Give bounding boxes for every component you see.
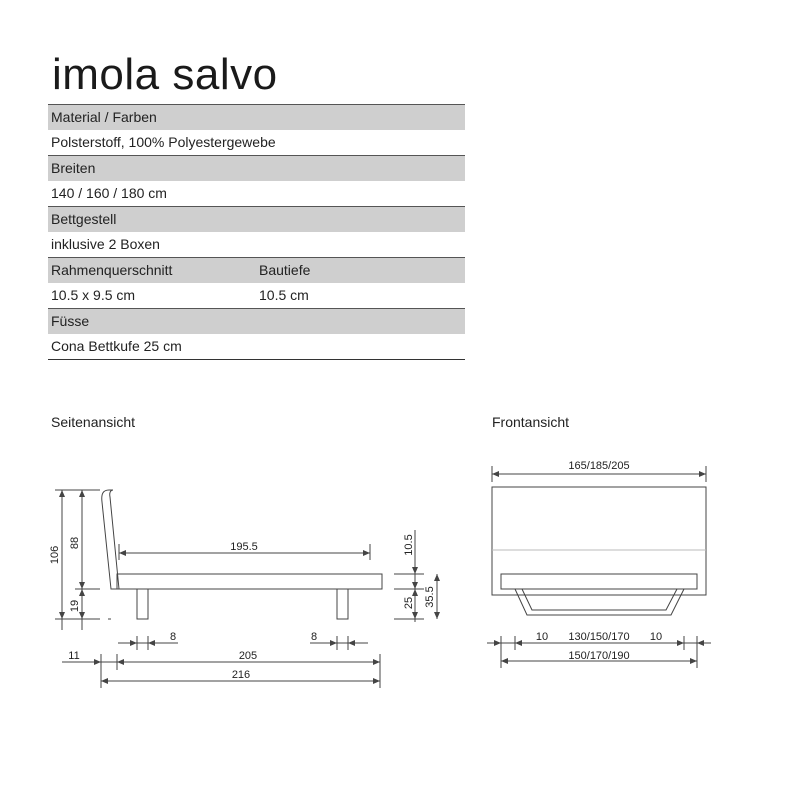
dim-leg-width-left: 8 <box>169 631 177 643</box>
side-view-label: Seitenansicht <box>51 414 136 430</box>
leg-left <box>137 589 148 619</box>
spec-fuesse-value: Cona Bettkufe 25 cm <box>51 338 182 354</box>
frame-front <box>501 574 697 589</box>
spec-breiten-label: Breiten <box>51 160 96 176</box>
headboard-shape <box>102 490 119 589</box>
dim-leg-width-right: 8 <box>310 631 318 643</box>
dim-inner-width: 130/150/170 <box>568 631 630 643</box>
dim-leg-height-small: 25 <box>403 596 415 610</box>
spec-material-value: Polsterstoff, 100% Polyestergewebe <box>51 134 276 150</box>
bed-frame <box>117 574 382 589</box>
dim-frame-length: 205 <box>238 650 258 662</box>
cona-skid <box>515 589 684 615</box>
spec-rahmen-label: Rahmenquerschnitt <box>51 262 173 278</box>
spec-bettgestell-label: Bettgestell <box>51 211 117 227</box>
dim-headboard-offset: 11 <box>68 650 80 662</box>
headboard-front <box>492 487 706 595</box>
dim-mattress-length: 195.5 <box>230 541 258 553</box>
spec-bettgestell-value: inklusive 2 Boxen <box>51 236 160 252</box>
dim-bottom-width: 150/170/190 <box>568 650 630 662</box>
spec-bautiefe-value: 10.5 cm <box>259 287 309 303</box>
dim-frame-thickness: 10.5 <box>403 534 415 556</box>
spec-rahmen-value: 10.5 x 9.5 cm <box>51 287 136 303</box>
front-view-label: Frontansicht <box>492 414 570 430</box>
dim-headboard-height: 88 <box>69 536 81 550</box>
dim-total-length: 216 <box>231 669 251 681</box>
dim-right-inset: 10 <box>649 631 663 643</box>
dim-left-inset: 10 <box>535 631 549 643</box>
spec-material-label: Material / Farben <box>51 109 157 125</box>
product-title: imola salvo <box>52 50 278 99</box>
spec-fuesse-label: Füsse <box>51 313 90 329</box>
dim-side-height: 35.5 <box>424 586 436 608</box>
dim-total-height: 106 <box>49 545 61 565</box>
leg-right <box>337 589 348 619</box>
dim-leg-height: 19 <box>69 599 81 613</box>
spec-bautiefe-label: Bautiefe <box>259 262 311 278</box>
dim-top-width: 165/185/205 <box>568 460 630 472</box>
spec-breiten-value: 140 / 160 / 180 cm <box>51 185 167 201</box>
